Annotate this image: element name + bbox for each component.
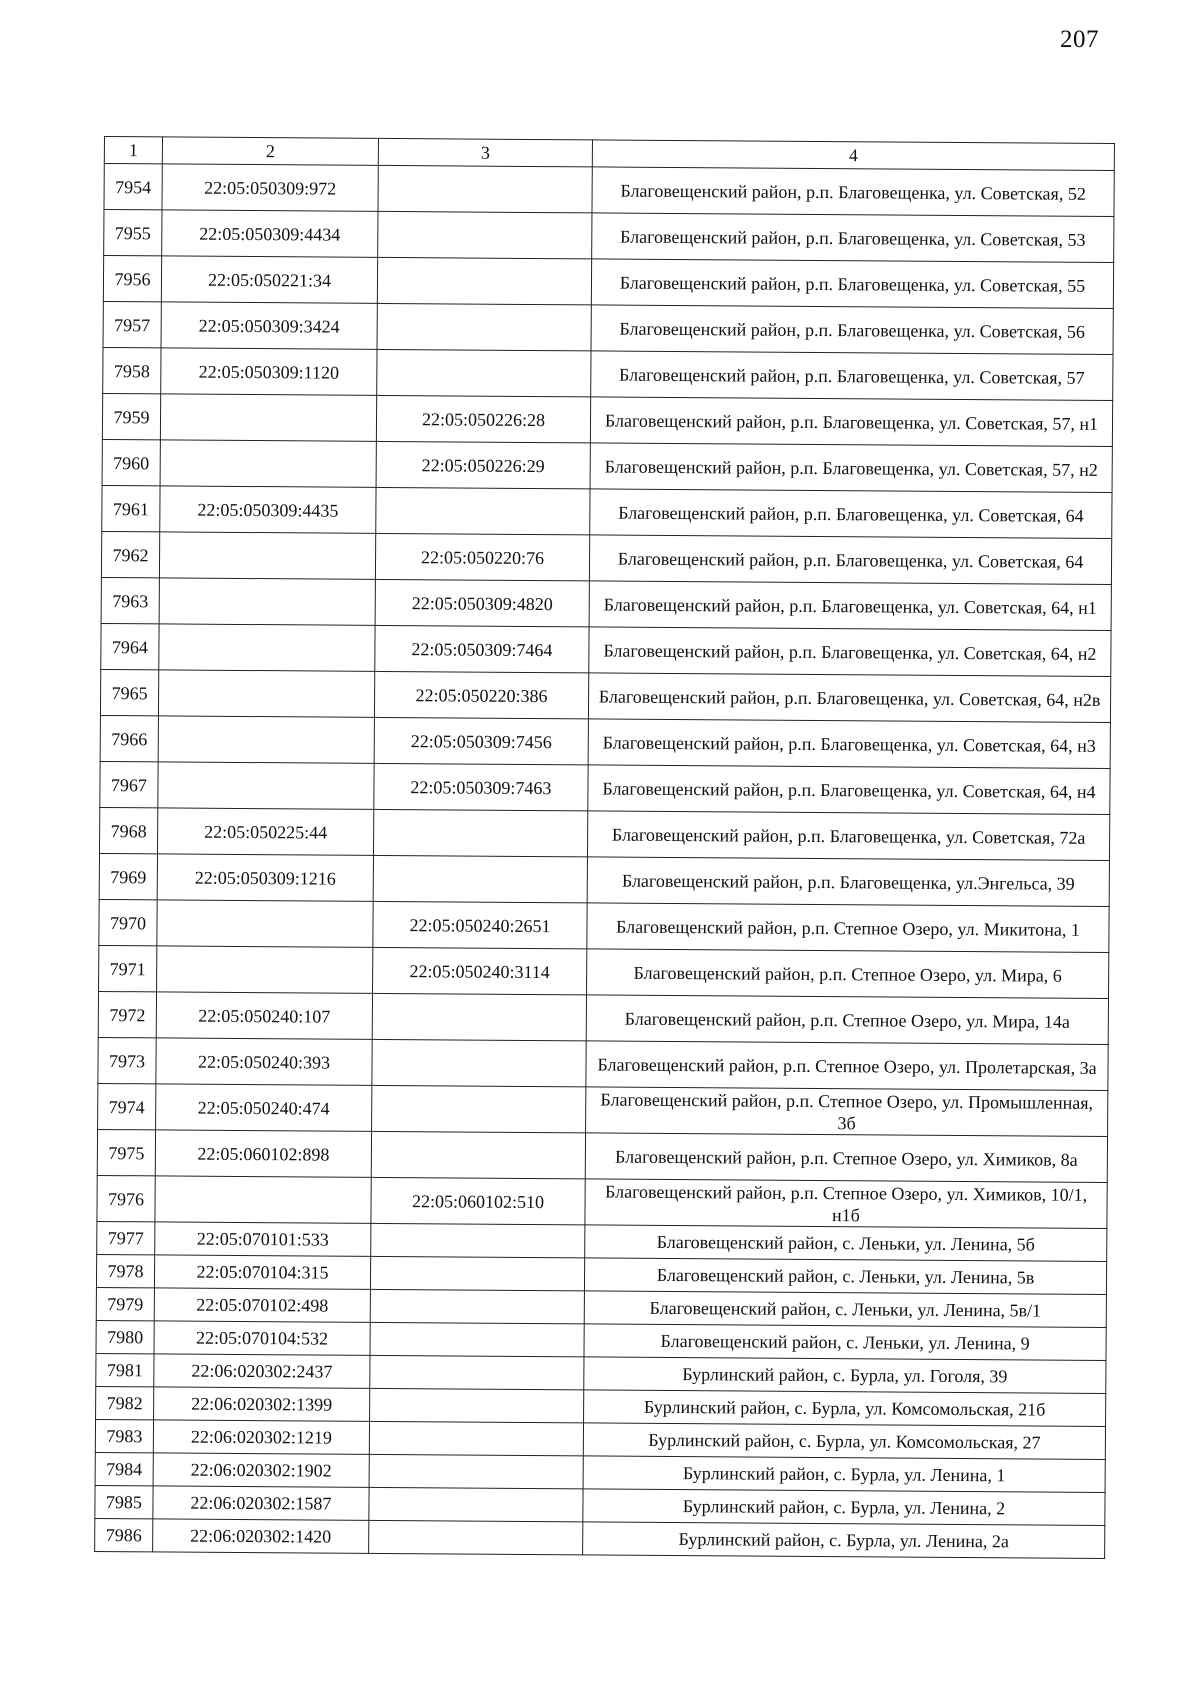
row-number: 7985	[95, 1485, 153, 1518]
address-cell: Бурлинский район, с. Бурла, ул. Ленина, 2а	[583, 1522, 1105, 1559]
table-row	[103, 301, 1113, 354]
cadastral-number-col2: 22:06:020302:1587	[153, 1486, 369, 1521]
cadastral-number-col2: 22:05:050309:1120	[161, 348, 377, 396]
cadastral-number-col2	[160, 440, 376, 488]
cadastral-number-col3: 22:05:050309:7456	[374, 717, 588, 764]
page-number: 207	[1060, 26, 1099, 53]
table-row	[95, 1518, 1105, 1558]
cadastral-number-col2: 22:05:050309:4434	[162, 210, 378, 258]
table-row	[99, 853, 1109, 906]
address-cell: Благовещенский район, р.п. Степное Озеро, ул. Химиков, 10/1, н1б	[585, 1179, 1107, 1229]
cadastral-number-col3	[373, 855, 587, 902]
cadastral-number-col2: 22:06:020302:2437	[154, 1354, 370, 1389]
row-number: 7957	[103, 301, 161, 347]
cadastral-number-col2: 22:06:020302:1902	[153, 1453, 369, 1488]
column-header-2: 2	[162, 137, 378, 166]
cadastral-number-col2	[158, 716, 374, 764]
cadastral-number-col2	[158, 670, 374, 718]
address-cell: Бурлинский район, с. Бурла, ул. Комсомольская, 21б	[584, 1390, 1106, 1427]
cadastral-number-col3: 22:05:050240:3114	[373, 947, 587, 994]
cadastral-number-col2	[159, 532, 375, 580]
row-number: 7964	[101, 623, 159, 669]
cadastral-number-col2	[158, 762, 374, 810]
table-row	[98, 1083, 1108, 1136]
cadastral-number-col3	[377, 257, 591, 304]
cadastral-number-col3	[378, 165, 592, 212]
address-cell: Благовещенский район, р.п. Степное Озеро, ул. Промышленная, 3б	[586, 1087, 1108, 1137]
row-number: 7967	[100, 761, 158, 807]
row-number: 7983	[95, 1419, 153, 1452]
row-number: 7977	[97, 1221, 155, 1254]
table-row	[103, 256, 1113, 309]
cadastral-number-col2: 22:05:050309:1216	[157, 854, 373, 902]
table-row	[101, 577, 1111, 630]
cadastral-number-col2	[157, 946, 373, 994]
address-cell: Благовещенский район, р.п. Благовещенка, ул.Энгельса, 39	[587, 857, 1109, 907]
row-number: 7958	[103, 347, 161, 393]
address-cell: Благовещенский район, р.п. Степное Озеро, ул. Химиков, 8а	[585, 1133, 1107, 1183]
row-number: 7971	[99, 945, 157, 991]
cadastral-number-col2	[155, 1176, 371, 1224]
address-cell: Благовещенский район, р.п. Благовещенка, ул. Советская, 57, н2	[590, 443, 1112, 493]
table-row	[102, 439, 1112, 492]
address-cell: Благовещенский район, р.п. Благовещенка, ул. Советская, 64, н2	[589, 627, 1111, 677]
row-number: 7978	[96, 1254, 154, 1287]
cadastral-number-col3: 22:05:050220:386	[374, 671, 588, 718]
cadastral-number-col3: 22:05:050240:2651	[373, 901, 587, 948]
row-number: 7959	[102, 393, 160, 439]
row-number: 7966	[100, 715, 158, 761]
cadastral-number-col2: 22:05:050309:972	[162, 164, 378, 212]
cadastral-number-col3	[373, 809, 587, 856]
address-cell: Благовещенский район, р.п. Степное Озеро, ул. Мира, 6	[587, 949, 1109, 999]
cadastral-number-col2: 22:05:060102:898	[155, 1130, 371, 1178]
cadastral-number-col3	[377, 303, 591, 350]
address-cell: Благовещенский район, с. Леньки, ул. Ленина, 5б	[585, 1225, 1107, 1262]
row-number: 7955	[104, 210, 162, 256]
address-cell: Благовещенский район, с. Леньки, ул. Ленина, 5в/1	[584, 1291, 1106, 1328]
cadastral-number-col3	[370, 1256, 584, 1290]
cadastral-number-col3: 22:05:050220:76	[375, 533, 589, 580]
cadastral-number-col2: 22:06:020302:1219	[153, 1420, 369, 1455]
row-number: 7975	[97, 1129, 155, 1175]
cadastral-number-col3: 22:05:050309:7463	[374, 763, 588, 810]
row-number: 7962	[101, 531, 159, 577]
cadastral-number-col3	[369, 1454, 583, 1488]
table-row	[97, 1129, 1107, 1182]
address-cell: Благовещенский район, р.п. Благовещенка, ул. Советская, 57	[591, 351, 1113, 401]
row-number: 7954	[104, 164, 162, 210]
cadastral-number-col2: 22:05:070104:315	[154, 1255, 370, 1290]
column-header-4: 4	[592, 140, 1114, 171]
table-row	[104, 164, 1114, 217]
cadastral-number-col3: 22:05:050309:4820	[375, 579, 589, 626]
table-row	[100, 761, 1110, 814]
cadastral-number-col2: 22:06:020302:1420	[153, 1519, 369, 1554]
cadastral-number-col3	[378, 211, 592, 258]
address-cell: Благовещенский район, р.п. Благовещенка, ул. Советская, 55	[591, 259, 1113, 309]
address-cell: Благовещенский район, р.п. Благовещенка, ул. Советская, 64	[590, 489, 1112, 539]
address-cell: Благовещенский район, с. Леньки, ул. Ленина, 9	[584, 1324, 1106, 1361]
address-cell: Благовещенский район, р.п. Благовещенка, ул. Советская, 64	[589, 535, 1111, 585]
row-number: 7986	[95, 1518, 153, 1551]
row-number: 7969	[99, 853, 157, 899]
row-number: 7968	[99, 807, 157, 853]
cadastral-number-col2	[159, 578, 375, 626]
table-row	[98, 1037, 1108, 1090]
address-cell: Благовещенский район, р.п. Благовещенка, ул. Советская, 57, н1	[590, 397, 1112, 447]
cadastral-number-col3	[369, 1487, 583, 1521]
row-number: 7982	[96, 1386, 154, 1419]
row-number: 7984	[95, 1452, 153, 1485]
table-row	[102, 485, 1112, 538]
row-number: 7963	[101, 577, 159, 623]
cadastral-number-col2: 22:05:050240:107	[156, 992, 372, 1040]
address-cell: Благовещенский район, р.п. Благовещенка, ул. Советская, 64, н3	[588, 719, 1110, 769]
address-cell: Благовещенский район, с. Леньки, ул. Ленина, 5в	[584, 1258, 1106, 1295]
cadastral-number-col2	[157, 900, 373, 948]
table-row	[99, 945, 1109, 998]
property-table	[94, 136, 1115, 1559]
table-row	[104, 210, 1114, 263]
row-number: 7965	[100, 669, 158, 715]
address-cell: Благовещенский район, р.п. Степное Озеро, ул. Микитона, 1	[587, 903, 1109, 953]
cadastral-number-col3	[370, 1289, 584, 1323]
row-number: 7979	[96, 1287, 154, 1320]
cadastral-number-col3: 22:05:050226:28	[376, 395, 590, 442]
cadastral-number-col3	[369, 1421, 583, 1455]
address-cell: Благовещенский район, р.п. Степное Озеро, ул. Пролетарская, 3а	[586, 1041, 1108, 1091]
row-number: 7976	[97, 1175, 155, 1221]
cadastral-number-col2	[159, 624, 375, 672]
row-number: 7970	[99, 899, 157, 945]
cadastral-number-col2	[160, 394, 376, 442]
cadastral-number-col3	[370, 1355, 584, 1389]
row-number: 7972	[98, 991, 156, 1037]
row-number: 7973	[98, 1037, 156, 1083]
cadastral-number-col3	[372, 993, 586, 1040]
cadastral-number-col3	[370, 1388, 584, 1422]
cadastral-number-col3	[377, 349, 591, 396]
address-cell: Бурлинский район, с. Бурла, ул. Ленина, 2	[583, 1489, 1105, 1526]
cadastral-number-col2: 22:05:050309:4435	[160, 486, 376, 534]
table-row	[101, 623, 1111, 676]
cadastral-number-col3	[371, 1223, 585, 1257]
cadastral-number-col2: 22:05:050309:3424	[161, 302, 377, 350]
cadastral-number-col3	[376, 487, 590, 534]
address-cell: Благовещенский район, р.п. Благовещенка, ул. Советская, 64, н2в	[588, 673, 1110, 723]
cadastral-number-col3: 22:05:060102:510	[371, 1177, 585, 1224]
cadastral-number-col2: 22:05:050240:393	[156, 1038, 372, 1086]
column-header-3: 3	[378, 138, 592, 166]
cadastral-number-col3: 22:05:050226:29	[376, 441, 590, 488]
address-cell: Бурлинский район, с. Бурла, ул. Ленина, 1	[583, 1456, 1105, 1493]
cadastral-number-col2: 22:05:070102:498	[154, 1288, 370, 1323]
table-row	[101, 531, 1111, 584]
cadastral-number-col2: 22:05:070101:533	[155, 1222, 371, 1257]
cadastral-number-col3	[372, 1039, 586, 1086]
row-number: 7974	[98, 1083, 156, 1129]
address-cell: Благовещенский район, р.п. Благовещенка, ул. Советская, 64, н4	[588, 765, 1110, 815]
table-row	[102, 393, 1112, 446]
row-number: 7980	[96, 1320, 154, 1353]
table-row	[100, 715, 1110, 768]
row-number: 7961	[102, 485, 160, 531]
cadastral-number-col2: 22:05:050225:44	[157, 808, 373, 856]
address-cell: Бурлинский район, с. Бурла, ул. Гоголя, 39	[584, 1357, 1106, 1394]
cadastral-number-col2: 22:06:020302:1399	[154, 1387, 370, 1422]
cadastral-number-col2: 22:05:050240:474	[156, 1084, 372, 1132]
cadastral-number-col3	[372, 1085, 586, 1132]
table-row	[99, 899, 1109, 952]
table-row	[103, 347, 1113, 400]
cadastral-number-col3	[369, 1520, 583, 1554]
address-cell: Благовещенский район, р.п. Благовещенка, ул. Советская, 53	[592, 213, 1114, 263]
row-number: 7960	[102, 439, 160, 485]
address-cell: Благовещенский район, р.п. Благовещенка, ул. Советская, 56	[591, 305, 1113, 355]
table-row	[98, 991, 1108, 1044]
address-cell: Благовещенский район, р.п. Степное Озеро, ул. Мира, 14а	[586, 995, 1108, 1045]
table-row	[97, 1175, 1107, 1228]
table-row	[99, 807, 1109, 860]
address-cell: Благовещенский район, р.п. Благовещенка, ул. Советская, 72а	[587, 811, 1109, 861]
address-cell: Благовещенский район, р.п. Благовещенка, ул. Советская, 64, н1	[589, 581, 1111, 631]
cadastral-number-col2: 22:05:070104:532	[154, 1321, 370, 1356]
cadastral-number-col2: 22:05:050221:34	[161, 256, 377, 304]
column-header-1: 1	[104, 137, 162, 164]
cadastral-number-col3	[370, 1322, 584, 1356]
address-cell: Бурлинский район, с. Бурла, ул. Комсомольская, 27	[583, 1423, 1105, 1460]
address-cell: Благовещенский район, р.п. Благовещенка, ул. Советская, 52	[592, 167, 1114, 217]
row-number: 7956	[103, 256, 161, 302]
table-row	[100, 669, 1110, 722]
row-number: 7981	[96, 1353, 154, 1386]
cadastral-number-col3	[371, 1131, 585, 1178]
cadastral-number-col3: 22:05:050309:7464	[375, 625, 589, 672]
